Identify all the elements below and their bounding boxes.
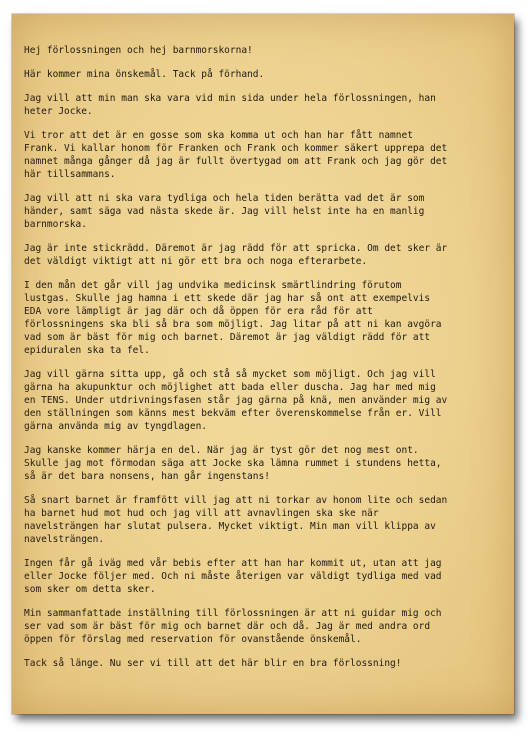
pain-relief-paragraph: I den mån det går vill jag undvika medicinsk smärtlindring förutom lustgas. Skulle jag hamna i ett skede där jag har så ont att exempelvis EDA vore lämpligt är jag där och då öppen för era råd för att förlossningens ska bli så bra som möjligt. Jag litar på att ni kan avgöra vad som är bäst för mig och barnet. Däremot är jag väldigt rädd för att epiduralen ska ta fel. [24,280,442,356]
partner-paragraph: Jag vill att min man ska vara vid min sida under hela förlossningen, han heter Jocke. [24,93,436,117]
after-birth-paragraph: Så snart barnet är framfött vill jag att ni torkar av honom lite och sedan ha barnet hud mot hud och jag vill att avnavlingen ska ske när navelsträngen har slutat pulsera. Mycket viktigt. Min man vill klippa av navelsträngen. [24,495,448,545]
tearing-paragraph: Jag är inte stickrädd. Däremot är jag rädd för att spricka. Om det sker är det väldigt viktigt att ni gör ett bra och noga efterarbete. [24,243,448,267]
intro-paragraph: Här kommer mina önskemål. Tack på förhand. [24,69,265,80]
communication-paragraph: Jag vill att ni ska vara tydliga och hela tiden berätta vad det är som händer, samt säga vad nästa skede är. Jag vill helst inte ha en manlig barnmorska. [24,193,425,230]
greeting-paragraph: Hej förlossningen och hej barnmorskorna! [24,45,253,56]
parchment-letter [12,14,514,714]
summary-paragraph: Min sammanfattade inställning till förlossningen är att ni guidar mig och ser vad som är bäst för mig och barnet där och då. Jag är med andra ord öppen för förslag med reservation för ovanstående önskemål. [24,608,442,645]
behavior-paragraph: Jag kanske kommer härja en del. När jag är tyst gör det nog mest ont. Skulle jag mot förmodan säga att Jocke ska lämna rummet i stundens hetta, så är det bara nonsens, han går ingenstans! [24,445,442,482]
positions-paragraph: Jag vill gärna sitta upp, gå och stå så mycket som möjligt. Och jag vill gärna ha akupunktur och möjlighet att bada eller duscha. Jag har med mig en TENS. Under utdrivningsfasen står jag gärna på knä, men använder mig av den ställningen som känns mest bekväm efter överenskommelse från er. Vill gärna använda mig av tyngdlagen. [24,369,448,432]
closing-paragraph: Tack så länge. Nu ser vi till att det här blir en bra förlossning! [24,658,402,669]
baby-name-paragraph: Vi tror att det är en gosse som ska komma ut och han har fått namnet Frank. Vi kallar honom för Franken och Frank och kommer säkert upprepa det namnet många gånger då jag är fullt övertygad om att Frank och jag gör det här tillsammans. [24,130,448,180]
baby-escort-paragraph: Ingen får gå iväg med vår bebis efter att han har kommit ut, utan att jag eller Jocke följer med. Och ni måste återigen var väldigt tydliga med vad som sker om detta sker. [24,558,442,595]
